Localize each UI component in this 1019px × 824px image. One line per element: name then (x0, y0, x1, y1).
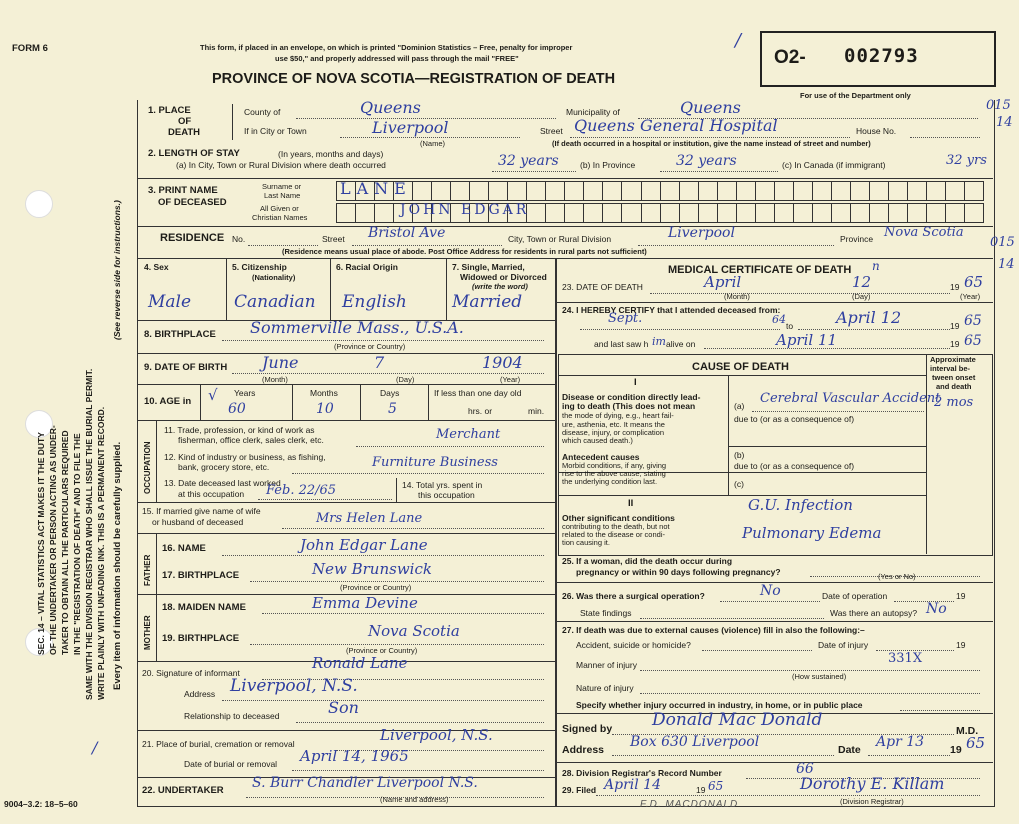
autopsy-value: No (926, 601, 947, 617)
father-birthplace-value: New Brunswick (312, 560, 432, 578)
municipality-value: Queens (680, 98, 741, 117)
death-year-value: 65 (964, 273, 984, 291)
department-use-caption: For use of the Department only (800, 91, 911, 100)
last-saw-value: April 11 (776, 331, 838, 349)
occupation-vertical-label: OCCUPATION (143, 441, 152, 494)
registration-number: 002793 (844, 45, 919, 67)
date-signed-year: 65 (966, 734, 986, 752)
physician-signature: Donald Mac Donald (652, 710, 823, 730)
dob-year-value: 1904 (482, 353, 523, 372)
mother-vertical-label: MOTHER (143, 615, 152, 650)
check-mark: √ (208, 386, 218, 404)
place-of-death-label: 1. PLACE (148, 105, 191, 116)
other-condition-2: Pulmonary Edema (742, 524, 882, 542)
attended-to-value: April 12 (836, 308, 902, 327)
form-label: FORM 6 (12, 43, 48, 54)
dob-day-value: 7 (374, 353, 385, 372)
father-vertical-label: FATHER (143, 554, 152, 586)
registration-prefix: O2- (774, 47, 806, 68)
death-day-value: 12 (852, 273, 872, 291)
punch-hole-top (25, 190, 53, 218)
filed-year-value: 65 (708, 779, 724, 793)
stay-province-value: 32 years (676, 153, 737, 169)
trade-value: Merchant (436, 427, 501, 442)
header-tick: / (735, 30, 742, 51)
surname-value: LANE (340, 179, 412, 198)
mail-notice-line-2: use $50," and properly addressed will pass through the mail "FREE" (275, 54, 519, 63)
last-worked-value: Feb. 22/65 (266, 483, 337, 498)
attended-to-year: 65 (964, 313, 982, 329)
margin-note-1: 015 (986, 98, 1011, 113)
margin-note-4: 14 (998, 257, 1015, 272)
marital-status-value: Married (452, 292, 523, 312)
cause-a-value: Cerebral Vascular Accident (760, 391, 941, 406)
medical-certificate-title: MEDICAL CERTIFICATE OF DEATH (668, 264, 852, 276)
print-name-label: 3. PRINT NAME (148, 185, 218, 196)
injury-code-value: 331X (888, 651, 923, 666)
death-street-value: Queens General Hospital (574, 116, 778, 135)
attended-from-value: Sept. (608, 311, 643, 326)
age-years-value: 60 (228, 401, 246, 417)
title-mark: n (872, 259, 880, 273)
burial-date-value: April 14, 1965 (300, 747, 409, 765)
registrar-signature: Dorothy E. Killam (800, 774, 945, 793)
spouse-value: Mrs Helen Lane (316, 511, 423, 526)
informant-signature: Ronald Lane (312, 654, 408, 672)
county-value: Queens (360, 98, 421, 117)
cause-of-death-title: CAUSE OF DEATH (692, 361, 789, 373)
city-value: Liverpool (372, 118, 449, 137)
other-condition-1: G.U. Infection (748, 496, 853, 514)
length-of-stay-label: 2. LENGTH OF STAY (148, 148, 240, 159)
surname-grid (336, 181, 984, 201)
form-title: PROVINCE OF NOVA SCOTIA—REGISTRATION OF DEATH (212, 71, 616, 87)
physician-address-value: Box 630 Liverpool (630, 734, 760, 750)
dob-month-value: June (262, 353, 299, 372)
residence-label: RESIDENCE (160, 232, 225, 244)
age-months-value: 10 (316, 401, 334, 417)
father-name-value: John Edgar Lane (300, 536, 428, 554)
record-number-value: 66 (796, 761, 814, 777)
industry-value: Furniture Business (372, 455, 498, 470)
last-saw-him: im (652, 335, 666, 348)
relationship-value: Son (328, 698, 359, 717)
footer-stamp: F.D. MACDONALD (640, 799, 739, 810)
side-instructions: SEC. 14 – VITAL STATISTICS ACT MAKES IT THE DUTY (36, 432, 46, 655)
burial-place-value: Liverpool, N.S. (380, 726, 493, 744)
interval-a-value: 2 mos (934, 395, 974, 410)
undertaker-value: S. Burr Chandler Liverpool N.S. (252, 775, 478, 791)
form-code: 9004–3.2: 18–5–60 (4, 799, 78, 809)
racial-origin-value: English (342, 292, 407, 312)
given-names-value: JOHN EDGAR (400, 202, 530, 218)
residence-province-value: Nova Scotia (884, 225, 964, 240)
citizenship-value: Canadian (234, 292, 316, 312)
age-days-value: 5 (388, 401, 397, 417)
birthplace-value: Sommerville Mass., U.S.A. (250, 318, 464, 337)
death-month-value: April (704, 273, 742, 291)
attended-from-year: 64 (772, 313, 786, 326)
left-margin-tick: / (92, 738, 98, 757)
mother-maiden-name-value: Emma Devine (312, 594, 418, 612)
stay-city-value: 32 years (498, 153, 559, 169)
surgery-value: No (760, 583, 781, 599)
informant-address-value: Liverpool, N.S. (230, 676, 358, 696)
mother-birthplace-value: Nova Scotia (368, 622, 460, 640)
stay-canada-value: 32 yrs (946, 153, 987, 168)
margin-note-2: 14 (996, 115, 1013, 130)
residence-city-value: Liverpool (668, 225, 735, 241)
registration-number-box (760, 31, 996, 87)
margin-note-3: 015 (990, 235, 1015, 250)
sex-value: Male (148, 292, 192, 312)
mail-notice-line-1: This form, if placed in an envelope, on which is printed "Dominion Statistics – Free, penalty for improper (200, 43, 573, 52)
filed-date-value: April 14 (604, 777, 661, 793)
residence-street-value: Bristol Ave (368, 225, 446, 241)
last-saw-year: 65 (964, 333, 982, 349)
date-signed-value: Apr 13 (876, 734, 925, 750)
